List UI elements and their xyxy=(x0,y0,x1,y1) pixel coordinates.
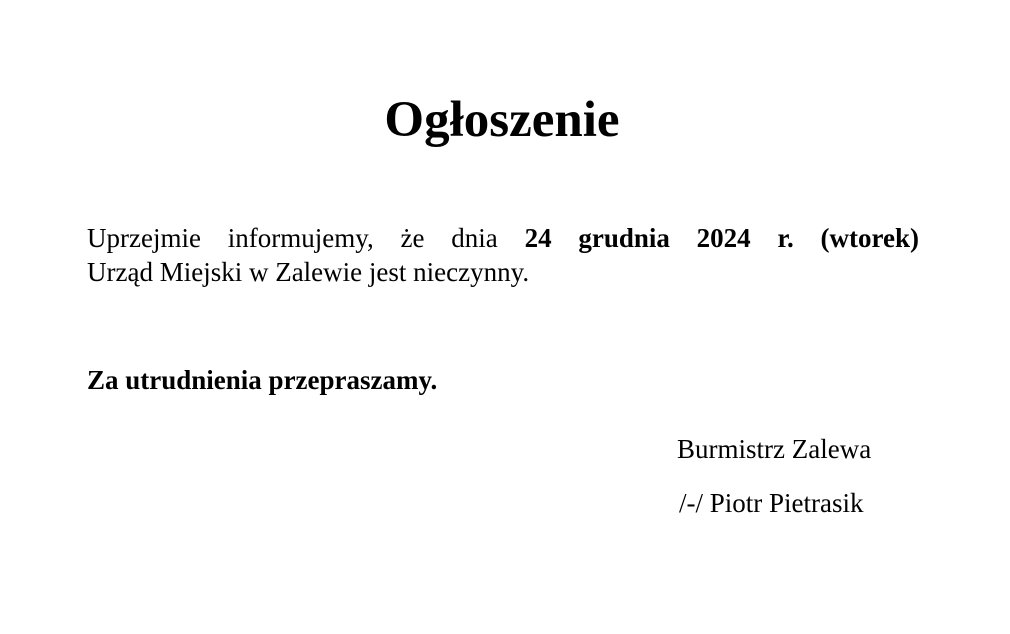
apology-text: Za utrudnienia przepraszamy. xyxy=(87,365,438,395)
body-line-1 xyxy=(87,221,919,255)
announcement-body xyxy=(87,221,919,289)
page-title: Ogłoszenie xyxy=(384,92,620,148)
signature-role: Burmistrz Zalewa xyxy=(677,434,872,464)
closure-date: 24 grudnia 2024 r. (wtorek) xyxy=(524,223,919,253)
signature-name: /-/ Piotr Pietrasik xyxy=(679,488,864,518)
body-lead-text: Uprzejmie informujemy, że dnia xyxy=(87,223,525,253)
body-line-2: Urząd Miejski w Zalewie jest nieczynny. xyxy=(87,257,530,287)
